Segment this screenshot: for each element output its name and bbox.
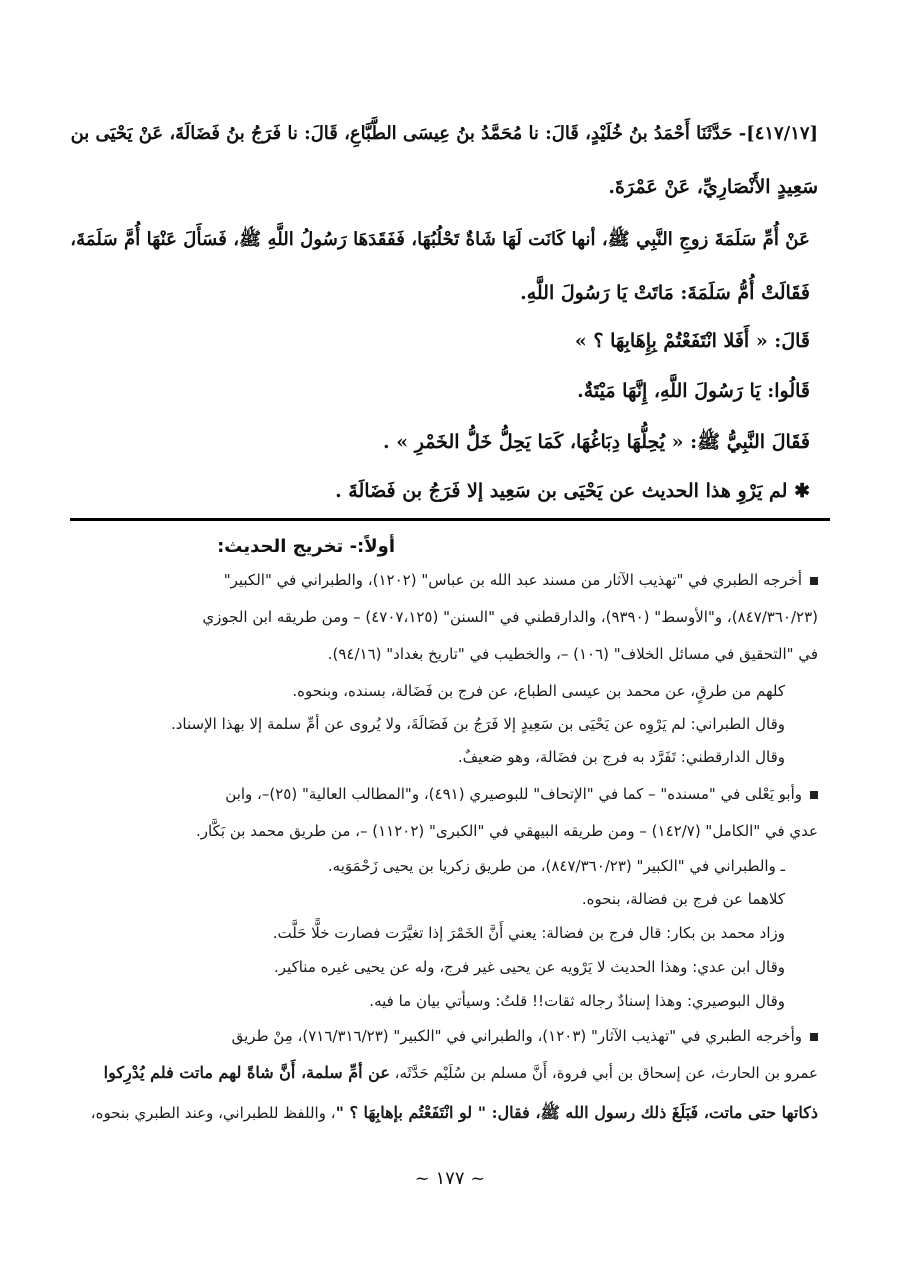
- takhrij-line-5: وقال الطبراني: لم يَرْوِه عن يَحْيَى بن سَعِيدٍ إلا فَرَجُ بن فَضَالَةَ، ولا يُروى عن أمِّ سلمة إلا بهذا الإسناد.: [170, 715, 785, 733]
- hadith-line-2: سَعِيدٍ الأَنْصَارِيِّ، عَنْ عَمْرَةَ.: [608, 176, 818, 198]
- takhrij-quoted-text: ذكاتها حتى ماتت، فَبَلَغَ ذلك رسول الله ﷺ، فقال: " لو انْتَفَعْتُم بإهابِهَا ؟ ": [335, 1103, 818, 1122]
- takhrij-line-1: [224, 571, 818, 589]
- takhrij-line-9: ـ والطبراني في "الكبير" (٨٤٧/٣٦٠/٢٣)، من طريق زكريا بن يحيى زَحْمَوَيه.: [327, 857, 785, 875]
- square-bullet-icon: [810, 791, 818, 799]
- takhrij-line-14: [232, 1027, 818, 1045]
- takhrij-line-8: عدي في "الكامل" (١٤٢/٧) – ومن طريقه البيهقي في "الكبرى" (١١٢٠٢) –، من طريق محمد بن بَكَّار.: [196, 822, 818, 840]
- hadith-line-8: ✱ لم يَرْوِ هذا الحديث عن يَحْيَى بن سَعِيد إلا فَرَجُ بن فَضَالَةَ .: [335, 480, 810, 502]
- hadith-line-6: قَالُوا: يَا رَسُولَ اللَّهِ، إِنَّهَا مَيْتَةٌ.: [577, 380, 810, 402]
- section-divider: [70, 518, 830, 521]
- hadith-line-5: قَالَ: « أَفَلا انْتَفَعْتُمْ بِإِهَابِهَا ؟ »: [574, 330, 810, 352]
- takhrij-text: وأبو يَعْلى في "مسنده" – كما في "الإتحاف" للبوصيري (٤٩١)، و"المطالب العالية" (٢٥)–، وابن: [225, 785, 802, 803]
- square-bullet-icon: [810, 577, 818, 585]
- takhrij-line-13: وقال البوصيري: وهذا إسنادٌ رجاله ثقات!! قلتُ: وسيأتي بيان ما فيه.: [369, 992, 785, 1010]
- takhrij-line-11: وزاد محمد بن بكار: قال فرج بن فضالة: يعني أَنَّ الخَمْرَ إذا تغيَّرَت فصارت خلًّا حَلَّت.: [272, 924, 785, 942]
- takhrij-text: ، واللفظ للطبراني، وعند الطبري بنحوه،: [90, 1104, 336, 1122]
- takhrij-line-6: وقال الدارقطني: تَفَرَّد به فرج بن فضَالة، وهو ضعيفٌ.: [457, 748, 785, 766]
- takhrij-heading: أولاً:- تخريج الحديث:: [217, 536, 395, 557]
- hadith-line-3: عَنْ أُمِّ سَلَمَةَ زوجِ النَّبِي ﷺ، أنها كَانَت لَهَا شَاةٌ تَحْلُبُهَا، فَفَقَدَهَا رَسُولُ اللَّهِ ﷺ، فَسَأَلَ عَنْهَا أُمَّ سَلَمَةَ،: [70, 229, 810, 250]
- takhrij-line-15: [104, 1063, 818, 1082]
- takhrij-line-4: كلهم من طرقٍ، عن محمد بن عيسى الطباع، عن فرج بن فَضَالة، بسنده، وبنحوه.: [292, 682, 785, 700]
- takhrij-text: عمرو بن الحارث، عن إسحاق بن أبي فروة، أَنَّ مسلم بن سُلَيْم حَدَّثَه،: [389, 1064, 818, 1082]
- square-bullet-icon: [810, 1033, 818, 1041]
- hadith-line-1: [٤١٧/١٧]- حَدَّثَنَا أَحْمَدُ بنُ خُلَيْدٍ، قَالَ: نا مُحَمَّدُ بنُ عِيسَى الطَّبَّاعِ، قَالَ: نا فَرَجُ بنُ فَضَالَةَ، عَنْ يَحْيَى بن: [70, 123, 818, 144]
- takhrij-line-12: وقال ابن عدي: وهذا الحديث لا يَرْويه عن يحيى غير فرج، وله عن يحيى غيره مناكير.: [274, 958, 785, 976]
- takhrij-text: أخرجه الطبري في "تهذيب الآثار من مسند عبد الله بن عباس" (١٢٠٢)، والطبراني في "الكبير": [223, 571, 802, 589]
- takhrij-line-2: (٨٤٧/٣٦٠/٢٣)، و"الأوسط" (٩٣٩٠)، والدارقطني في "السنن" (٤٧٠٧،١٢٥) – ومن طريقه ابن الجوزي: [202, 608, 818, 626]
- hadith-line-7: فَقَالَ النَّبِيُّ ﷺ: « يُحِلُّهَا دِبَاغُهَا، كَمَا يَحِلُّ خَلُّ الخَمْرِ » .: [383, 431, 810, 453]
- takhrij-line-10: كلاهما عن فرج بن فضالة، بنحوه.: [581, 890, 785, 908]
- takhrij-line-7: [225, 785, 818, 803]
- hadith-line-4: فَقَالَتْ أُمُّ سَلَمَةَ: مَاتَتْ يَا رَسُولَ اللَّهِ.: [520, 282, 810, 304]
- takhrij-line-3: في "التحقيق في مسائل الخلاف" (١٠٦) –، والخطيب في "تاريخ بغداد" (٩٤/١٦).: [327, 645, 818, 663]
- takhrij-text: وأخرجه الطبري في "تهذيب الآثار" (١٢٠٣)، والطبراني في "الكبير" (٧١٦/٣١٦/٢٣)، مِنْ طريق: [231, 1027, 802, 1045]
- page-number: ~ ١٧٧ ~: [414, 1168, 486, 1189]
- takhrij-quoted-text: عن أمِّ سلمة، أَنَّ شاةً لهم ماتت فلم يُدْرِكوا: [103, 1063, 390, 1082]
- takhrij-line-16: [91, 1103, 818, 1126]
